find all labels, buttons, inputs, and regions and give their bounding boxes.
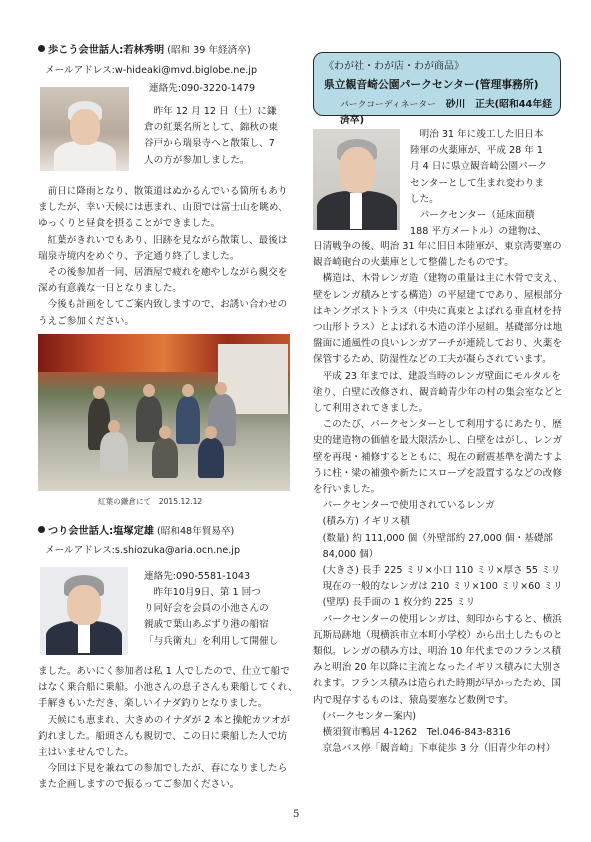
text-line: して利用されてきました。 xyxy=(313,403,429,415)
portrait-wakabayashi xyxy=(40,87,129,171)
portrait-sunagawa xyxy=(313,129,400,230)
text-line: みと明治 20 年以降に主流となったイギリス積みに大別さ xyxy=(313,662,562,674)
phone-line xyxy=(144,569,250,585)
text-line: はなく乗合船に乗船。小池さんの息子さんも乗船してくれ、 xyxy=(38,682,298,694)
park-article-body xyxy=(313,239,563,758)
text-line: 京急バス停「観音崎」下車徒歩 3 分（旧青少年の村） xyxy=(322,743,556,755)
text-line: (積み方) イギリス積 xyxy=(322,516,410,528)
text-line: 盤面に通風性の良いレンガアーチが連続しており、火薬を xyxy=(313,338,562,350)
text-line: 紅葉がきれいでもあり、旧跡を見ながら散策し、最後は xyxy=(47,234,288,246)
text-line: つ山形トラス）とよばれる木造の洋小屋組。基礎部分は地 xyxy=(313,322,563,334)
email-label: メールアドレス: xyxy=(45,65,115,76)
text-line: 昨年 12 月 12 日（土）に鎌 xyxy=(153,106,277,117)
text-line: その後参加者一同、居酒屋で疲れを癒やしながら親交を xyxy=(47,267,288,279)
text-line: パークセンター（延床面積 xyxy=(419,210,535,222)
text-line: した。 xyxy=(410,193,439,205)
text-line: うに柱・梁の補強や新たにスロープを設置するなどの改修 xyxy=(313,467,562,479)
phone-number: 090-5581-1043 xyxy=(176,571,251,582)
text-line: 瓦斯局跡地（現横浜市立本町小学校）から出土したものと xyxy=(313,629,563,641)
text-line: 倉の紅葉名所として、錦秋の東 xyxy=(144,122,279,134)
text-line: ゆっくりと昼食を摂ることができました。 xyxy=(38,218,221,230)
article-header-box xyxy=(313,52,561,127)
section-walking-title xyxy=(38,43,298,59)
intro-paragraph xyxy=(144,585,292,650)
bullet-icon xyxy=(38,45,45,52)
text-line: 188 平方メートル）の建物は、 xyxy=(410,226,547,238)
phone-label: 連絡先: xyxy=(149,83,182,94)
article-title: 県立観音崎公園パークセンター(管理事務所) xyxy=(324,78,539,91)
section-title-text: つり会世話人:塩塚定雄 xyxy=(48,526,154,537)
section-title-text: 歩こう会世話人:若林秀明 xyxy=(48,45,165,56)
text-line: 昨年10月9日、第 1 回つ xyxy=(153,587,261,598)
text-line: 平成 23 年までは、建設当時のレンガ壁面にモルタルを xyxy=(322,370,561,382)
text-line: 前日に降雨となり、散策道はぬかるんでいる箇所もあり xyxy=(47,186,288,197)
text-line: 手解きもいただき、楽しいイナダ釣りとなりました。 xyxy=(38,698,268,710)
text-line: 類似。レンガの積み方は、明治 10 年代までのフランス積 xyxy=(313,646,562,658)
text-line: 月 4 日に県立観音崎公園パーク xyxy=(410,161,547,173)
text-line: ましたが、幸い天候には恵まれ、山頂では富士山を眺め、 xyxy=(38,202,288,214)
email-address[interactable]: w-hideaki@mvd.biglobe.ne.jp xyxy=(114,65,258,76)
text-line: 84,000 個） xyxy=(322,548,379,560)
fishing-report-body xyxy=(38,664,298,794)
text-line: 親戚で葉山あぶずり港の船宿 xyxy=(144,619,269,631)
text-line: (壁厚) 長手面の 1 枚分約 225 ミリ xyxy=(322,597,476,609)
phone-line xyxy=(149,81,255,97)
page-number: 5 xyxy=(293,809,300,820)
text-line: 史的建造物の価値を最大限活かし、白壁をはがし、レンガ xyxy=(313,435,563,447)
text-line: 主はいませんでした。 xyxy=(38,747,134,759)
text-line: 塗り、白壁に改修され、観音崎青少年の村の集会室などと xyxy=(313,386,564,398)
text-line: 内で現存するものは、猿島要塞など数例です。 xyxy=(313,694,514,706)
email-label: メールアドレス: xyxy=(45,545,115,556)
text-line: (数量) 約 111,000 個（外壁部約 27,000 個・基礎部 xyxy=(322,532,553,544)
text-line: 陸軍の火薬庫が、平成 28 年 1 xyxy=(410,145,543,157)
text-line: 観音崎砲台の火薬庫として整備したものです。 xyxy=(313,257,514,269)
text-line: 釣れました。船頭さんも親切で、この日に乗船した人で坊 xyxy=(38,730,288,742)
text-line: を行いました。 xyxy=(313,484,381,496)
text-line: センターとして生まれ変わりま xyxy=(410,177,544,189)
park-intro-paragraph xyxy=(410,127,562,240)
section-title-sub: (昭和48年貿易卒) xyxy=(157,526,235,537)
text-line: 谷戸から瑞泉寺へと散策し、7 xyxy=(144,138,275,150)
bullet-icon xyxy=(38,526,45,533)
author-name: 砂川 正夫(昭和44年経済卒) xyxy=(340,99,552,127)
text-line: 今後も計画をしてご案内致しますので、お誘い合わせの xyxy=(47,299,288,311)
text-line: パークセンターの使用レンガは、刻印からすると、横浜 xyxy=(322,613,562,625)
series-label: 《わが社・わが店・わが商品》 xyxy=(324,61,464,72)
text-line: り同好会を会員の小池さんの xyxy=(144,603,269,615)
text-line: 現在の一般的なレンガは 210 ミリ×100 ミリ×60 ミリ xyxy=(322,581,563,593)
text-line: 「与兵衛丸」を利用して開催し xyxy=(144,635,279,647)
text-line: パークセンターで使用されているレンガ xyxy=(322,500,495,512)
text-line: うえご参加ください。 xyxy=(38,315,134,327)
text-line: れます。フランス積みは造られた時期が早かったため、国 xyxy=(313,678,561,690)
text-line: 今回は下見を兼ねての参加でしたが、春になりましたら xyxy=(47,763,288,775)
text-line: 壁をレンガ積みとする構造）の平屋建てであり、屋根部分 xyxy=(313,289,563,301)
text-line: 横須賀市鴨居 4-1262 Tel.046-843-8316 xyxy=(322,727,511,739)
intro-paragraph xyxy=(144,104,290,169)
text-line: (大きさ) 長手 225 ミリ×小口 110 ミリ×厚さ 55 ミリ xyxy=(322,565,561,577)
group-photo xyxy=(38,334,290,491)
email-address[interactable]: s.shiozuka@aria.ocn.ne.jp xyxy=(114,545,241,556)
author-role: パークコーディネーター xyxy=(340,100,436,110)
text-line: (パークセンター案内) xyxy=(322,710,417,722)
phone-number: 090-3220-1479 xyxy=(181,83,256,94)
section-fishing-title xyxy=(38,524,298,540)
text-line: ました。あいにく参加者は私 1 人でしたので、仕立て船で xyxy=(38,666,290,677)
phone-label: 連絡先: xyxy=(144,571,177,582)
walking-report-body xyxy=(38,184,292,330)
text-line: 壁を再現・補修するとともに、現在の耐震基準を満たすよ xyxy=(313,451,563,463)
text-line: はキングポストトラス（中央に真束とよばれる垂直材を持 xyxy=(313,305,562,317)
text-line: 構造は、木骨レンガ造（建物の重量は主に木骨で支え、 xyxy=(322,273,563,285)
email-line xyxy=(45,543,240,559)
text-line: 日清戦争の後、明治 31 年に旧日本陸軍が、東京湾要塞の xyxy=(313,241,562,252)
text-line: このたび、パークセンターとして利用するにあたり、歴 xyxy=(322,419,562,431)
photo-caption: 紅葉の鎌倉にて 2015.12.12 xyxy=(98,497,203,506)
text-line: 瑞泉寺境内をめぐり、予定通り終了しました。 xyxy=(38,250,240,262)
text-line: 人の方が参加しました。 xyxy=(144,154,250,166)
text-line: 明治 31 年に竣工した旧日本 xyxy=(419,129,544,140)
author-line xyxy=(340,97,560,129)
text-line: また企画しますので振るってご参加ください。 xyxy=(38,779,240,791)
text-line: 深め有意義な一日となりました。 xyxy=(38,283,182,295)
text-line: 保管するため、防湿性などの工夫が凝らされています。 xyxy=(313,354,552,366)
section-title-sub: (昭和 39 年経済卒) xyxy=(167,45,251,56)
email-line xyxy=(45,63,257,79)
portrait-shiozuka xyxy=(40,567,128,655)
text-line: 天候にも恵まれ、大きめのイナダが 2 本と操舵カツオが xyxy=(47,714,291,726)
